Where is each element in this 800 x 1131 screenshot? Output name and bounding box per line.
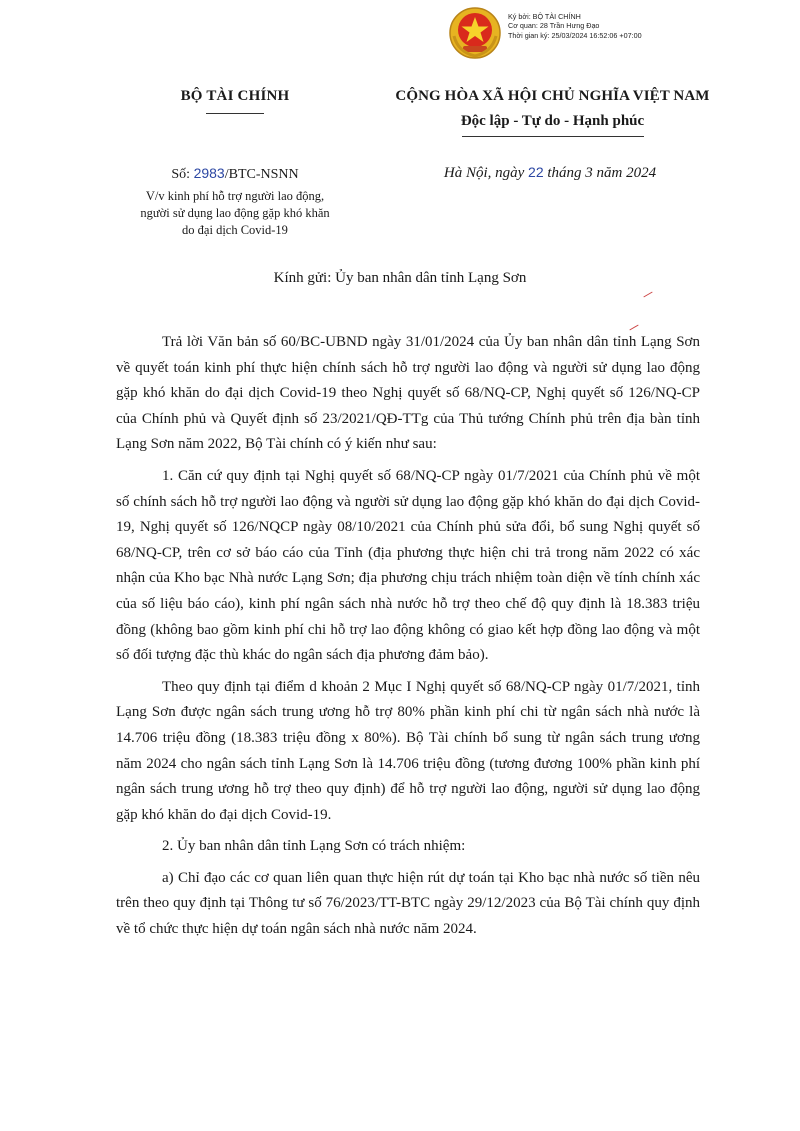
date-suffix: tháng 3 năm 2024: [543, 165, 657, 181]
body-paragraph: a) Chỉ đạo các cơ quan liên quan thực hiện rút dự toán tại Kho bạc nhà nước số tiền nêu trên theo quy định tại Thông tư số 76/2023/TT-BTC ngày 29/12/2023 của Bộ Tài chính quy định về tổ chức thực hiện dự toán ngân sách nhà nước năm 2024.: [116, 869, 700, 938]
signature-agency: Cơ quan: 28 Trần Hưng Đạo: [508, 21, 600, 31]
pen-mark: [643, 292, 652, 298]
issuing-agency-header: [110, 88, 360, 114]
issuing-agency: BỘ TÀI CHÍNH: [180, 88, 290, 104]
document-body: [116, 330, 700, 949]
agency-underline: [206, 113, 264, 114]
body-paragraph: Trả lời Văn bản số 60/BC-UBND ngày 31/01/2024 của Ủy ban nhân dân tỉnh Lạng Sơn về quyết toán kinh phí thực hiện chính sách hỗ trợ người lao động và người sử dụng lao động gặp khó khăn do đại dịch Covid-19 theo Nghị quyết số 68/NQ-CP, Nghị quyết số 126/NQ-CP của Chính phủ và Quyết định số 23/2021/QĐ-TTg của Thủ tướng Chính phủ trên địa bàn tỉnh Lạng Sơn năm 2022, Bộ Tài chính có ý kiến như sau:: [116, 334, 700, 453]
body-paragraph: Theo quy định tại điểm d khoản 2 Mục I Nghị quyết số 68/NQ-CP ngày 01/7/2021, tỉnh Lạng Sơn được ngân sách trung ương hỗ trợ 80% phần kinh phí chi từ ngân sách nhà nước là 14.706 triệu đồng (18.383 triệu đồng x 80%). Bộ Tài chính bổ sung từ ngân sách trung ương năm 2024 cho ngân sách tỉnh Lạng Sơn là 14.706 triệu đồng (tương đương 100% phần kinh phí ngân sách trung ương hỗ trợ theo quy định) để hỗ trợ người lao động, người sử dụng lao động gặp khó khăn do đại dịch Covid-19.: [116, 678, 700, 823]
subject-line: người sử dụng lao động gặp khó khăn: [140, 206, 330, 220]
date-prefix: Hà Nội, ngày: [443, 165, 529, 181]
document-number-suffix: /BTC-NSNN: [224, 167, 299, 182]
document-subject: [100, 188, 370, 239]
signature-timestamp: Thời gian ký: 25/03/2024 16:52:06 +07:00: [508, 30, 642, 40]
digital-signature-block: [508, 12, 642, 40]
subject-line: do đại dịch Covid-19: [182, 223, 288, 237]
date-day: 22: [528, 164, 544, 180]
motto-underline: [462, 136, 644, 137]
national-emblem-icon: [448, 6, 502, 60]
document-number: [110, 165, 360, 183]
body-paragraph: 1. Căn cứ quy định tại Nghị quyết số 68/NQ-CP ngày 01/7/2021 của Chính phủ về một số chính sách hỗ trợ người lao động và người sử dụng lao động gặp khó khăn do đại dịch Covid-19, Nghị quyết số 126/NQCP ngày 08/10/2021 của Chính phủ sửa đổi, bổ sung Nghị quyết số 68/NQ-CP, trên cơ sở báo cáo của Tỉnh (địa phương thực hiện chi trả trong năm 2022 có xác nhận của Kho bạc Nhà nước Lạng Sơn; địa phương chịu trách nhiệm toàn diện về tính chính xác của số liệu báo cáo), kinh phí ngân sách nhà nước hỗ trợ theo chế độ quy định là 18.383 triệu đồng (không bao gồm kinh phí chi hỗ trợ lao động không có giao kết hợp đồng lao động và một số đối tượng đặc thù khác do ngân sách địa phương đảm bảo).: [116, 467, 700, 664]
document-number-prefix: Số:: [171, 167, 194, 182]
signature-signer: Ký bởi: BỘ TÀI CHÍNH: [508, 12, 581, 21]
body-paragraph: 2. Ủy ban nhân dân tỉnh Lạng Sơn có trách nhiệm:: [162, 838, 466, 855]
subject-line: V/v kinh phí hỗ trợ người lao động,: [145, 189, 325, 203]
national-header: [360, 88, 745, 137]
national-title: CỘNG HÒA XÃ HỘI CHỦ NGHĨA VIỆT NAM: [395, 88, 710, 104]
recipient-line: Kính gửi: Ủy ban nhân dân tỉnh Lạng Sơn: [273, 270, 527, 286]
national-motto: Độc lập - Tự do - Hạnh phúc: [460, 113, 645, 129]
document-number-value: 2983: [193, 165, 225, 181]
document-date: [400, 164, 700, 182]
